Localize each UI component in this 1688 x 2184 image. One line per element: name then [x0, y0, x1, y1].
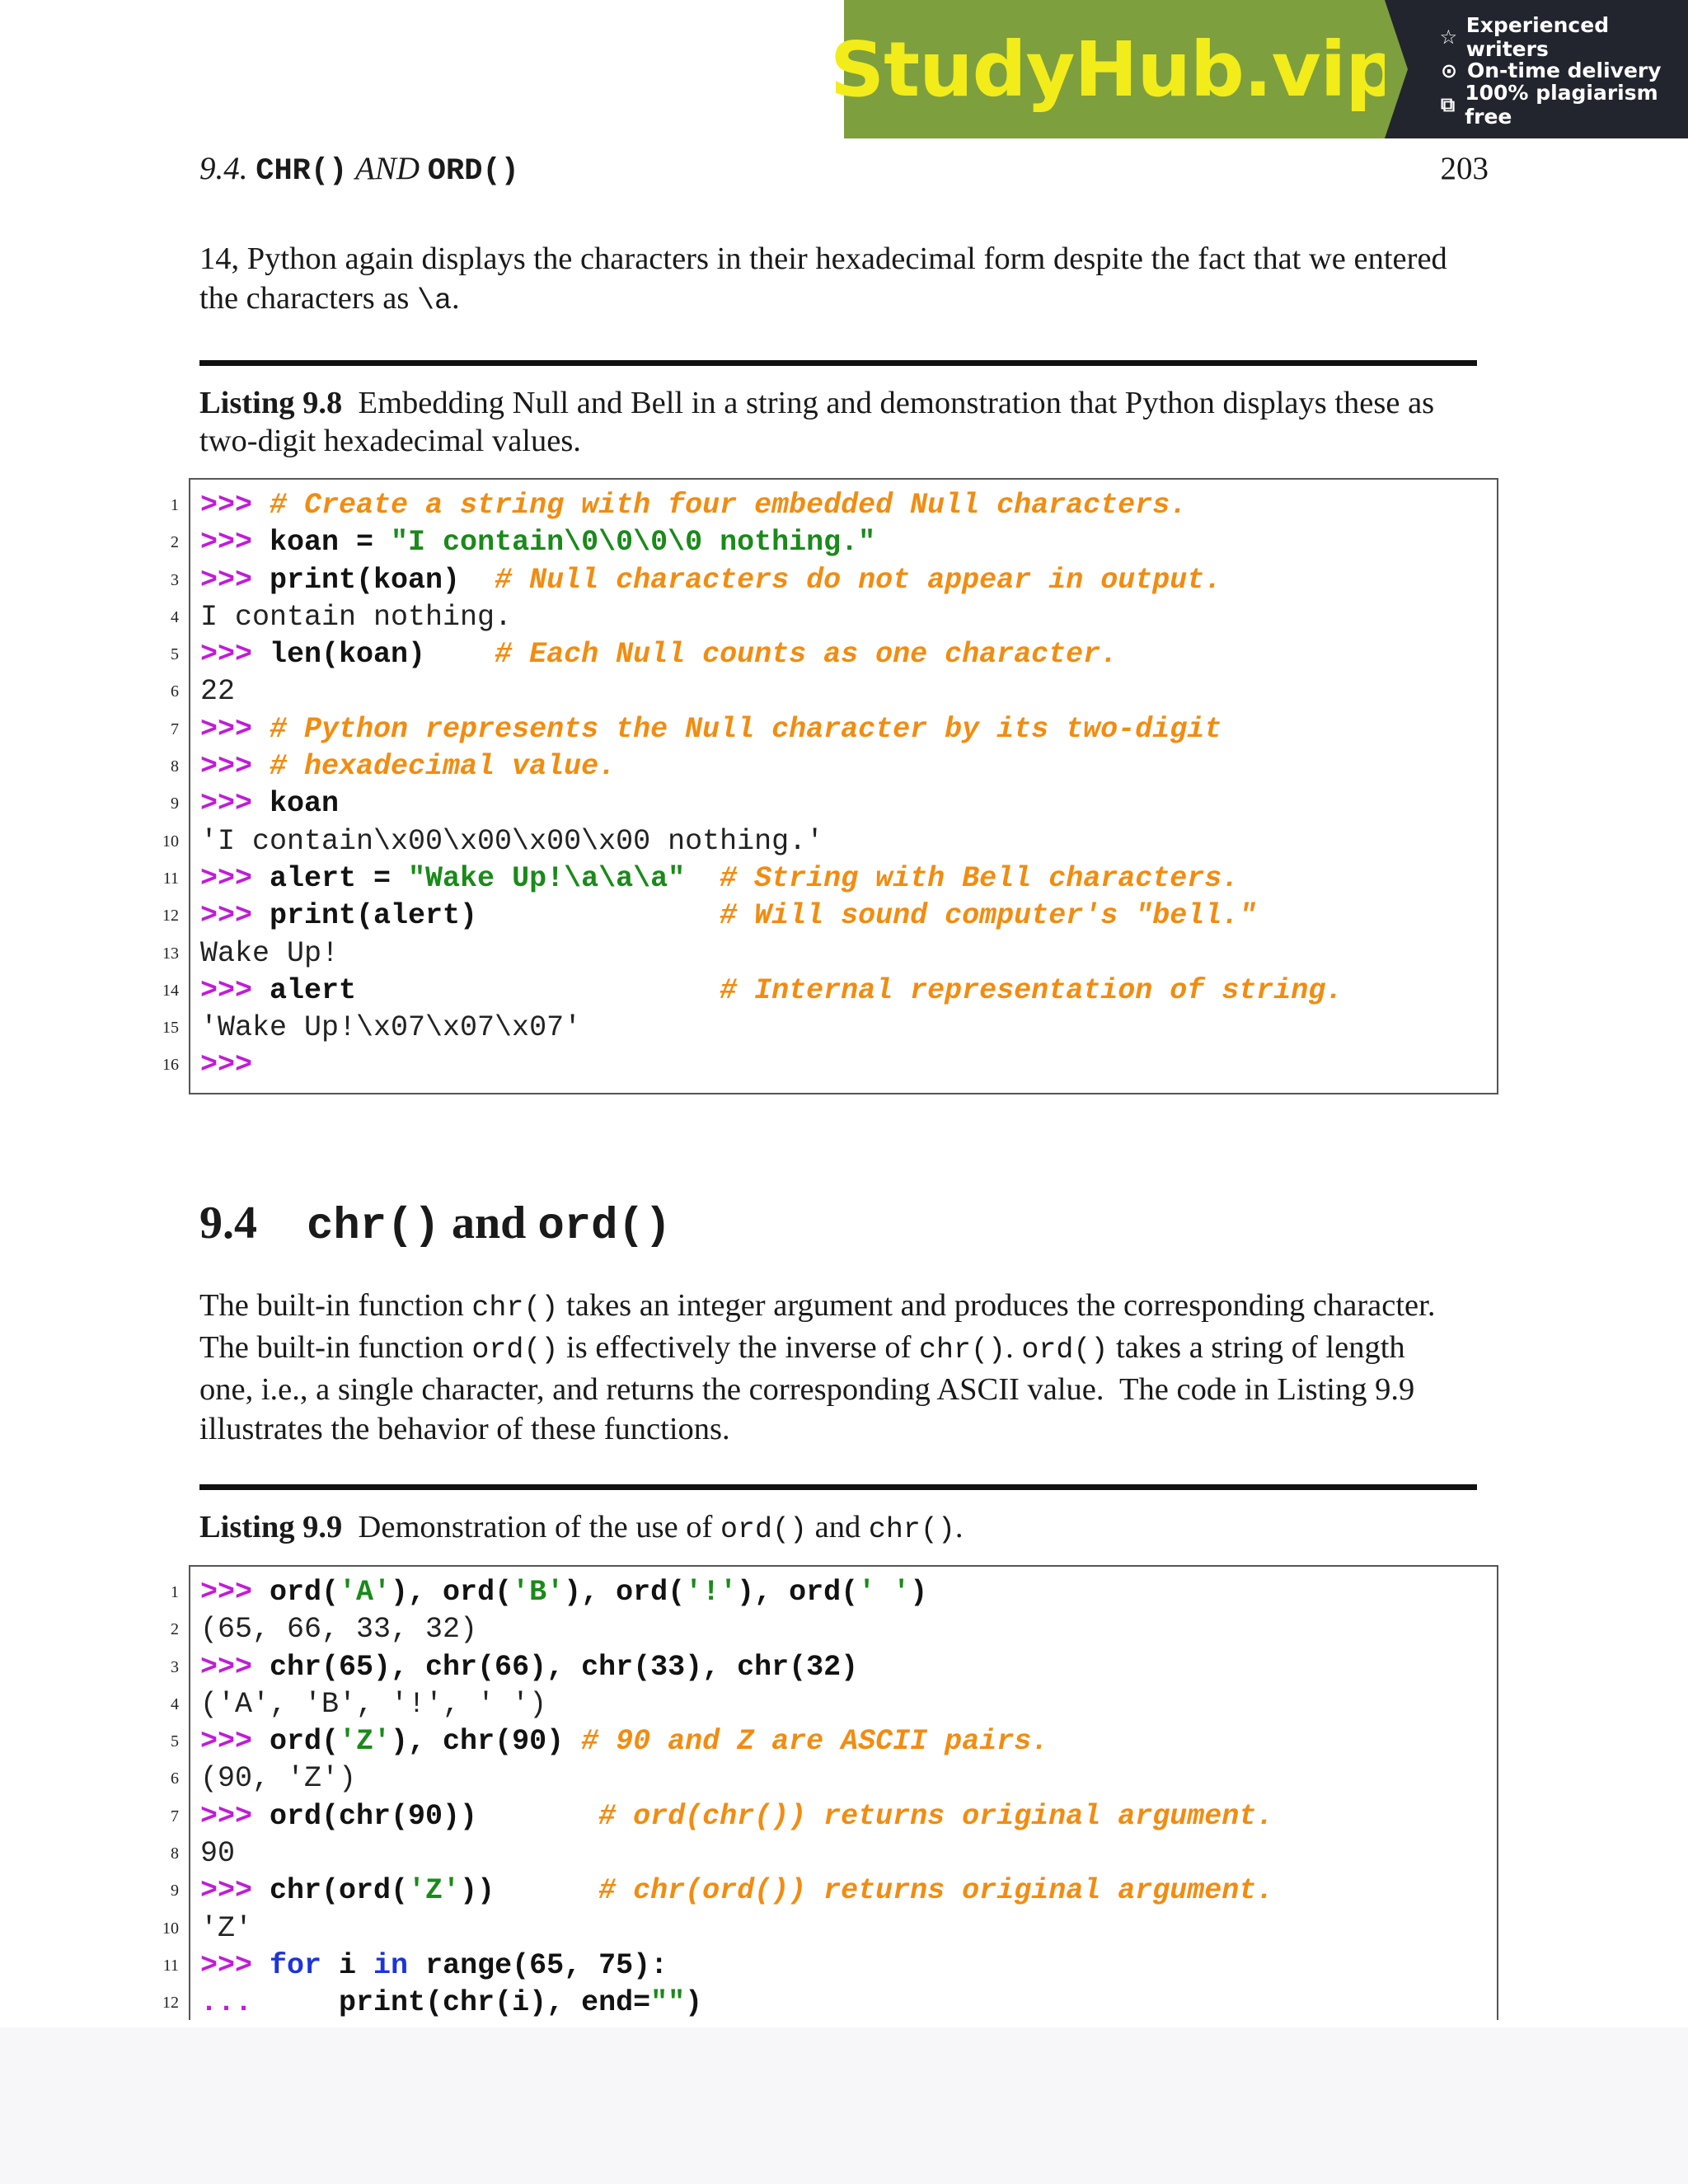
code-line — [171, 1872, 1497, 1910]
code-line — [162, 1010, 1497, 1047]
code-line — [171, 487, 1497, 524]
prompt: >>> — [200, 1948, 270, 1982]
code-text — [356, 974, 720, 1007]
code-text — [477, 1800, 598, 1833]
code-line — [171, 1649, 1497, 1686]
code-keyword: ), chr(90) — [391, 1725, 565, 1759]
code-line — [171, 1798, 1497, 1835]
line-number: 13 — [162, 944, 179, 963]
brand-logo[interactable]: StudyHub.vip — [829, 25, 1400, 114]
code-line — [162, 898, 1497, 935]
code-text: I contain nothing. — [200, 600, 513, 634]
line-number: 9 — [171, 794, 179, 813]
code-text — [685, 862, 720, 895]
code-string: "" — [650, 1986, 686, 2020]
code-comment: # Internal representation of string. — [720, 973, 1343, 1007]
line-number: 2 — [171, 1620, 179, 1639]
paragraph-text: one, i.e., a single character, and returns the corresponding ASCII value. The code in Listing 9.9 — [199, 1372, 1415, 1407]
paragraph-text: takes an integer argument and produces the corresponding character. — [558, 1288, 1436, 1323]
inline-code: ord() — [720, 1513, 808, 1546]
code-string: '!' — [685, 1576, 738, 1609]
running-header — [199, 150, 1489, 189]
code-text — [425, 638, 495, 671]
code-text: 90 — [200, 1837, 236, 1871]
inline-code: ord() — [1021, 1333, 1109, 1366]
listing-rule — [199, 1484, 1477, 1490]
code-comment: # hexadecimal value. — [270, 750, 617, 784]
code-keyword: ) — [910, 1576, 928, 1609]
prompt: >>> — [200, 489, 270, 522]
code-text — [564, 1725, 581, 1758]
code-string: 'Z' — [339, 1725, 392, 1759]
code-line — [171, 785, 1497, 823]
prompt: >>> — [200, 563, 270, 597]
code-comment: # Each Null counts as one character. — [495, 638, 1118, 672]
code-line — [171, 711, 1497, 748]
inline-code: \a — [417, 284, 452, 317]
prompt: >>> — [200, 638, 270, 672]
code-keyword: ), ord( — [564, 1576, 686, 1609]
header-chr: CHR() — [256, 154, 348, 189]
prompt: >>> — [200, 750, 270, 784]
intro-text: the characters as — [199, 281, 417, 316]
line-number: 15 — [162, 1019, 179, 1038]
prompt: >>> — [200, 526, 270, 560]
code-string: 'B' — [512, 1576, 565, 1609]
prompt: ... — [200, 1986, 340, 2020]
prompt: >>> — [200, 1799, 270, 1833]
line-number: 6 — [171, 682, 179, 701]
prompt: >>> — [200, 1874, 270, 1908]
code-text: 'I contain\x00\x00\x00\x00 nothing.' — [200, 824, 824, 858]
section-ord: ord() — [537, 1202, 672, 1252]
code-builtin: in — [373, 1948, 409, 1982]
line-number: 3 — [171, 570, 179, 589]
inline-code: chr() — [471, 1291, 559, 1324]
code-keyword: ), ord( — [737, 1576, 859, 1609]
paragraph-text: . — [1006, 1330, 1022, 1365]
code-line — [162, 1947, 1497, 1985]
paragraph-text: takes a string of length — [1108, 1330, 1405, 1365]
code-comment: # Will sound computer's "bell." — [720, 899, 1257, 933]
code-text: 'Wake Up!\x07\x07\x07' — [200, 1011, 582, 1045]
line-number: 9 — [171, 1882, 179, 1900]
line-number: 12 — [162, 1994, 179, 2013]
paragraph-line — [199, 1370, 1489, 1409]
intro-line: 14, Python again displays the characters in their hexadecimal form despite the fact that we entered — [199, 241, 1447, 276]
line-number: 12 — [162, 907, 179, 926]
clock-icon: ⊙ — [1440, 59, 1458, 82]
code-line — [171, 1686, 1497, 1723]
page-footer-area — [0, 2027, 1688, 2184]
line-number: 5 — [171, 645, 179, 664]
code-line — [171, 673, 1497, 710]
code-keyword: print(koan) — [270, 563, 461, 597]
section-heading — [199, 1197, 671, 1252]
header-ord: ORD() — [427, 154, 519, 189]
section-paragraph — [199, 1286, 1489, 1449]
line-number: 3 — [171, 1657, 179, 1676]
line-number: 7 — [171, 719, 179, 738]
code-comment: # Create a string with four embedded Null characters. — [270, 489, 1188, 522]
code-line — [171, 1723, 1497, 1760]
line-number: 10 — [162, 832, 179, 851]
code-text: 'Z' — [200, 1911, 253, 1945]
code-line — [162, 1910, 1497, 1947]
inline-code: chr() — [868, 1513, 955, 1546]
section-chr: chr() — [307, 1202, 441, 1252]
perk-label: 100% plagiarism free — [1465, 80, 1658, 129]
code-string: 'Z' — [408, 1874, 461, 1908]
section-and: and — [440, 1197, 538, 1249]
code-comment: # String with Bell characters. — [720, 861, 1240, 895]
prompt: >>> — [200, 899, 270, 933]
intro-line — [199, 279, 1489, 321]
code-keyword: alert = — [270, 861, 409, 895]
line-number: 2 — [171, 533, 179, 552]
code-string: ' ' — [858, 1576, 911, 1609]
code-line — [171, 599, 1497, 636]
code-comment: # Python represents the Null character by its two-digit — [270, 712, 1222, 746]
section-number: 9.4 — [199, 1197, 257, 1249]
code-keyword: ord(chr(90)) — [270, 1799, 478, 1833]
code-comment: # 90 and Z are ASCII pairs. — [581, 1725, 1049, 1759]
code-keyword: i — [321, 1948, 374, 1982]
paragraph-line — [199, 1328, 1489, 1370]
inline-code: chr() — [919, 1333, 1006, 1366]
code-comment: # chr(ord()) returns original argument. — [598, 1874, 1274, 1908]
listing-caption — [199, 384, 1489, 460]
code-keyword: print(alert) — [270, 899, 478, 933]
prompt: >>> — [200, 861, 270, 895]
line-number: 6 — [171, 1769, 179, 1788]
code-text: (90, 'Z') — [200, 1762, 357, 1796]
paragraph-text: illustrates the behavior of these functions. — [199, 1412, 730, 1446]
code-line — [171, 562, 1497, 599]
code-keyword: len(koan) — [270, 638, 426, 672]
code-keyword: ord( — [270, 1725, 340, 1759]
copy-icon: ⧉ — [1441, 92, 1456, 116]
paragraph-line — [199, 1286, 1489, 1328]
listing-rule — [199, 360, 1477, 366]
code-line — [171, 1574, 1497, 1611]
listing-label: Listing 9.9 — [199, 1510, 343, 1544]
code-text: 22 — [200, 675, 236, 709]
prompt: >>> — [200, 787, 270, 821]
code-text — [460, 564, 495, 597]
header-section-number: 9.4. — [199, 151, 248, 186]
code-comment: # ord(chr()) returns original argument. — [598, 1799, 1274, 1833]
listing-caption-text: Embedding Null and Bell in a string and demonstration that Python displays these as two-digit hexadecimal values. — [199, 386, 1435, 458]
code-line — [171, 524, 1497, 561]
line-number: 4 — [171, 1694, 179, 1713]
code-line — [162, 935, 1497, 972]
line-number: 11 — [162, 869, 179, 888]
line-number: 4 — [171, 607, 179, 626]
code-keyword: chr(65), chr(66), chr(33), chr(32) — [270, 1650, 859, 1684]
code-line — [171, 1760, 1497, 1797]
prompt: >>> — [200, 712, 270, 746]
paragraph-text: Demonstration of the use of — [358, 1510, 720, 1544]
code-keyword: ) — [685, 1986, 703, 2020]
code-line — [171, 1835, 1497, 1872]
code-listing-9-9 — [162, 1565, 1498, 2020]
code-string: "Wake Up!\a\a\a" — [408, 861, 686, 895]
page-number: 203 — [1440, 151, 1489, 186]
code-string: "I contain\0\0\0\0 nothing." — [391, 526, 876, 560]
star-icon: ☆ — [1439, 25, 1458, 49]
prompt: >>> — [200, 1576, 270, 1609]
perk-item — [1437, 12, 1688, 61]
listing-label: Listing 9.8 — [199, 386, 343, 420]
code-line — [162, 972, 1497, 1010]
code-string: 'A' — [339, 1576, 392, 1609]
code-keyword: )) — [460, 1874, 495, 1908]
header-and: AND — [355, 151, 420, 186]
code-keyword: alert — [270, 973, 357, 1007]
code-text — [477, 899, 720, 932]
code-keyword: koan = — [270, 526, 392, 560]
line-number: 8 — [171, 757, 179, 776]
prompt: >>> — [200, 973, 270, 1007]
paragraph-text: is effectively the inverse of — [558, 1330, 920, 1365]
code-listing-9-8 — [162, 478, 1498, 1094]
line-number: 5 — [171, 1732, 179, 1751]
line-number: 16 — [162, 1056, 179, 1075]
line-number: 10 — [162, 1919, 179, 1938]
perks-panel — [1385, 0, 1688, 138]
line-number: 8 — [171, 1844, 179, 1863]
listing-caption — [199, 1508, 1489, 1549]
code-line — [171, 1611, 1497, 1648]
line-number: 1 — [171, 496, 179, 514]
prompt: >>> — [200, 1048, 253, 1082]
code-line — [162, 860, 1497, 898]
paragraph-text: The built-in function — [199, 1330, 472, 1365]
code-line — [171, 748, 1497, 785]
code-keyword: koan — [270, 787, 340, 821]
paragraph-text: . — [954, 1510, 964, 1544]
code-line — [171, 636, 1497, 673]
code-keyword: ord( — [270, 1576, 340, 1609]
code-line — [162, 1985, 1497, 2022]
studyhub-banner[interactable] — [829, 0, 1688, 138]
code-keyword: ), ord( — [391, 1576, 513, 1609]
code-text: (65, 66, 33, 32) — [200, 1613, 478, 1647]
code-builtin: for — [270, 1948, 322, 1982]
code-text — [495, 1874, 598, 1907]
perk-label: On-time delivery — [1467, 59, 1662, 82]
intro-paragraph — [199, 239, 1489, 321]
prompt: >>> — [200, 1725, 270, 1759]
line-number: 7 — [171, 1807, 179, 1825]
brand-panel — [829, 0, 1400, 138]
prompt: >>> — [200, 1650, 270, 1684]
paragraph-line — [199, 1409, 1489, 1449]
perk-label: Experienced writers — [1465, 12, 1610, 61]
code-keyword: chr(ord( — [270, 1874, 409, 1908]
paragraph-text: The built-in function — [199, 1288, 472, 1323]
line-number: 14 — [162, 981, 179, 1000]
code-comment: # Null characters do not appear in output. — [495, 563, 1222, 597]
code-keyword: print(chr(i), end= — [339, 1986, 651, 2020]
paragraph-text: and — [807, 1510, 869, 1544]
code-line — [162, 1047, 1497, 1084]
perk-item — [1437, 80, 1688, 129]
intro-text: . — [452, 281, 460, 316]
code-text: Wake Up! — [200, 936, 340, 970]
line-number: 1 — [171, 1583, 179, 1601]
code-line — [162, 823, 1497, 860]
inline-code: ord() — [471, 1333, 559, 1366]
code-text: ('A', 'B', '!', ' ') — [200, 1687, 547, 1721]
line-number: 11 — [162, 1956, 179, 1975]
code-keyword: range(65, 75): — [408, 1948, 668, 1982]
